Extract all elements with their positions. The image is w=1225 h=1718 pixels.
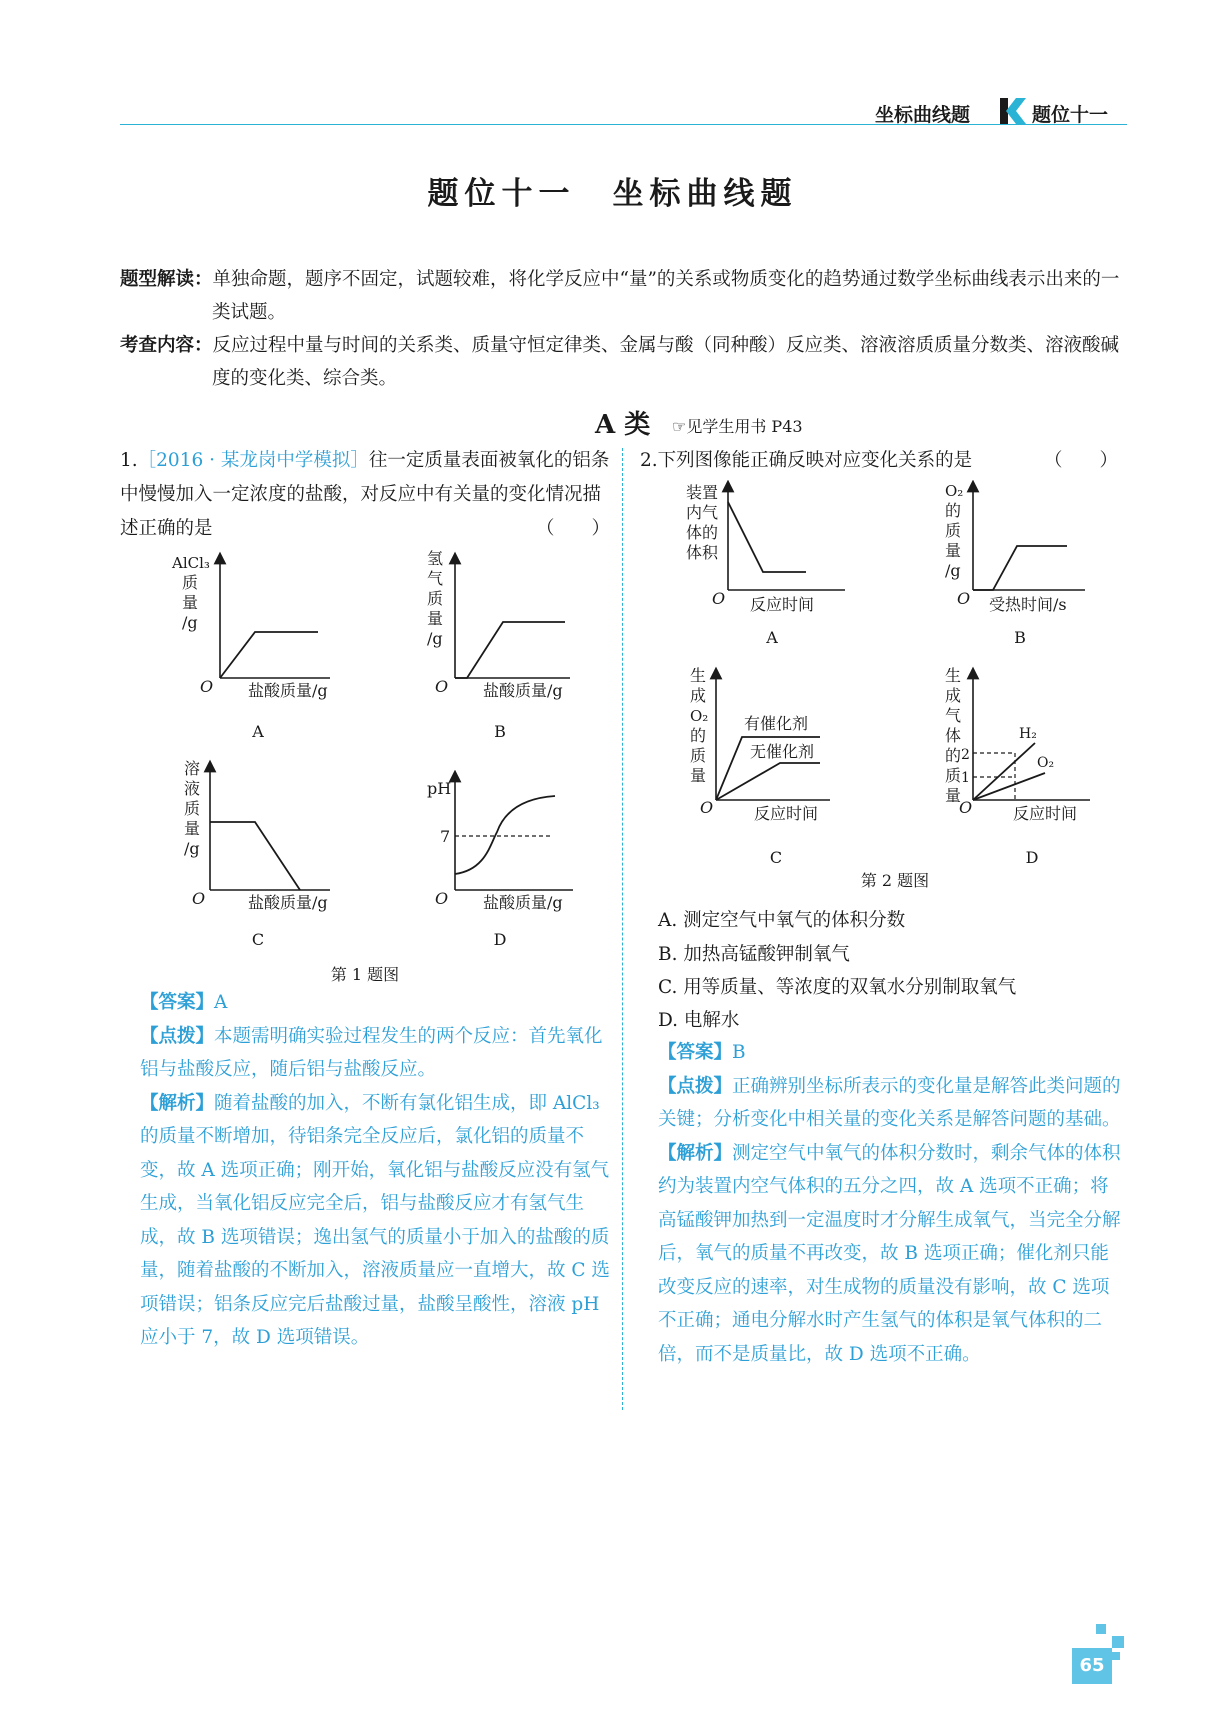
origin-label: O xyxy=(192,889,206,908)
y-label: 内气 xyxy=(686,503,719,522)
y-label: 成 xyxy=(945,686,962,705)
y-label: 质 xyxy=(945,521,962,540)
curve xyxy=(973,546,1067,590)
q2-graph-a xyxy=(680,480,855,620)
header-chevron-icon xyxy=(996,96,1030,126)
catalyst-label: 有催化剂 xyxy=(744,714,809,733)
y-label: 量 xyxy=(182,593,199,612)
q2-graph-d xyxy=(935,665,1105,835)
hint-text: 正确辨别坐标所表示的变化量是解答此类问题的关键；分析变化中相关量的变化关系是解答问题的基础。 xyxy=(658,1075,1121,1130)
origin-label: O xyxy=(957,589,971,608)
q2-graph-a-letter: A xyxy=(766,628,778,647)
y-label: 的 xyxy=(945,501,962,520)
y-label: 体积 xyxy=(686,543,719,562)
section-label: A 类 xyxy=(595,410,651,440)
q2-option-b: B. 加热高锰酸钾制氧气 xyxy=(658,944,850,965)
y-label: 氢 xyxy=(427,550,444,568)
x-label: 反应时间 xyxy=(750,595,815,614)
origin-label: O xyxy=(959,798,973,817)
y-label: 质 xyxy=(184,799,201,818)
y-label: 液 xyxy=(184,779,201,798)
q1-stem xyxy=(120,444,610,546)
hint-tag: 【点拨】 xyxy=(140,1025,215,1047)
header-right-label: 题位十一 xyxy=(1032,104,1109,126)
y-label: O₂ xyxy=(945,482,964,500)
section-ref xyxy=(672,414,803,437)
q2-answer xyxy=(658,1036,1126,1371)
y-label: 量 xyxy=(184,819,201,838)
curve xyxy=(210,822,300,890)
q2-graph-c-letter: C xyxy=(769,848,783,867)
y-label: 生 xyxy=(945,666,962,685)
q1-source: ［2016 · 某龙岗中学模拟］ xyxy=(137,450,369,471)
intro-type xyxy=(120,263,1130,329)
column-divider xyxy=(622,448,623,1410)
q1-number: 1. xyxy=(120,450,138,471)
q2-caption: 第 2 题图 xyxy=(860,871,930,890)
q2-option-c: C. 用等质量、等浓度的双氧水分别制取氧气 xyxy=(658,977,1017,998)
q2-option-d: D. 电解水 xyxy=(658,1010,740,1031)
y-label: 质 xyxy=(427,589,444,608)
q2-answer-paren: （ ） xyxy=(1043,450,1118,471)
y-label: 生 xyxy=(690,666,707,685)
o2-label: O₂ xyxy=(1037,755,1055,771)
x-label: 反应时间 xyxy=(754,804,819,823)
q1-graph-a xyxy=(170,550,370,700)
q2-option-a: A. 测定空气中氧气的体积分数 xyxy=(658,910,906,931)
q2-stem-text: 下列图像能正确反映对应变化关系的是 xyxy=(657,450,973,471)
intro-content-text: 反应过程中量与时间的关系类、质量守恒定律类、金属与酸（同种酸）反应类、溶液溶质质量分数类、溶液酸碱度的变化类、综合类。 xyxy=(212,335,1120,389)
x-label: 盐酸质量/g xyxy=(483,681,563,700)
q2-number: 2. xyxy=(640,450,658,471)
pointing-hand-icon: ☞ xyxy=(672,417,687,436)
analysis-tag: 【解析】 xyxy=(658,1142,733,1164)
y-label: /g xyxy=(184,839,200,858)
section-ref-text: 见学生用书 P43 xyxy=(686,417,803,436)
h2-label: H₂ xyxy=(1019,726,1037,742)
q1-graph-b xyxy=(415,550,615,700)
curve xyxy=(455,796,555,874)
analysis-text: 测定空气中氧气的体积分数时，剩余气体的体积约为装置内空气体积的五分之四，故 A 选项不正确；将高锰酸钾加热到一定温度时才分解生成氧气，当完全分解后，氧气的质量不再改变，故 B 选项正确；催化剂只能改变反应的速率，对生成物的质量没有影响，故 C 选项不正确；通电分解水时产生氢气的体积是氧气体积的二倍，而不是质量比，故 D 选项不正确。 xyxy=(658,1142,1121,1365)
y-label: O₂ xyxy=(690,707,709,725)
tick-label: 1 xyxy=(961,770,970,786)
q1-answer-paren: （ ） xyxy=(535,518,610,539)
decor-square xyxy=(1112,1652,1120,1660)
y-label: pH xyxy=(427,779,452,798)
analysis-tag: 【解析】 xyxy=(140,1092,215,1114)
y-label: 气 xyxy=(427,569,444,588)
x-label: 盐酸质量/g xyxy=(248,893,328,912)
q1-graph-d xyxy=(415,770,615,913)
q1-answer xyxy=(140,986,610,1355)
y-label: 溶 xyxy=(184,759,201,778)
intro-content-label: 考查内容： xyxy=(120,335,213,356)
y-label: 质 xyxy=(945,766,962,785)
y-label: 体的 xyxy=(686,523,719,542)
intro-type-label: 题型解读： xyxy=(120,269,213,290)
decor-square xyxy=(1096,1624,1106,1634)
intro-type-text: 单独命题，题序不固定，试题较难，将化学反应中“量”的关系或物质变化的趋势通过数学坐标曲线表示出来的一类试题。 xyxy=(212,269,1120,323)
origin-label: O xyxy=(712,589,726,608)
y-label: /g xyxy=(182,613,198,632)
y-label: 量 xyxy=(690,766,707,785)
y-label: 质 xyxy=(182,573,199,592)
q2-graph-c xyxy=(680,665,880,835)
q2-graph-b-letter: B xyxy=(1014,628,1026,647)
origin-label: O xyxy=(435,677,449,696)
y-label: 质 xyxy=(690,746,707,765)
y-label: 体 xyxy=(945,726,962,745)
y-label: 成 xyxy=(690,686,707,705)
header-left-label: 坐标曲线题 xyxy=(875,104,971,126)
intro-content xyxy=(120,329,1130,395)
x-label: 反应时间 xyxy=(1013,804,1078,823)
page-number: 65 xyxy=(1072,1648,1112,1684)
h2-line xyxy=(973,743,1035,800)
answer-value: B xyxy=(732,1042,746,1063)
y-label: /g xyxy=(427,629,443,648)
x-label: 盐酸质量/g xyxy=(483,893,563,912)
y-label: 量 xyxy=(427,609,444,628)
answer-tag: 【答案】 xyxy=(140,992,215,1013)
q1-graph-c-letter: C xyxy=(251,930,265,949)
no-catalyst-label: 无催化剂 xyxy=(750,742,815,761)
hint-text: 本题需明确实验过程发生的两个反应：首先氧化铝与盐酸反应，随后铝与盐酸反应。 xyxy=(140,1025,603,1080)
q1-graph-b-letter: B xyxy=(494,722,506,741)
curve xyxy=(220,632,318,678)
curve xyxy=(455,622,565,678)
y-label: 的 xyxy=(690,726,707,745)
y-label: 气 xyxy=(945,706,962,725)
x-label: 盐酸质量/g xyxy=(248,681,328,700)
q1-stem-text: 往一定质量表面被氧化的铝条中慢慢加入一定浓度的盐酸，对反应中有关量的变化情况描述正确的是 xyxy=(120,450,610,539)
origin-label: O xyxy=(435,889,449,908)
q1-graph-a-letter: A xyxy=(252,722,264,741)
q1-graph-d-letter: D xyxy=(493,930,507,949)
y-label: 量 xyxy=(945,786,962,805)
q2-graph-d-letter: D xyxy=(1025,848,1039,867)
curve xyxy=(728,502,806,572)
curve-no-catalyst xyxy=(716,763,820,800)
y-label: 量 xyxy=(945,541,962,560)
hint-tag: 【点拨】 xyxy=(658,1075,733,1097)
q1-graph-c xyxy=(170,758,370,913)
y-label: 装置 xyxy=(686,483,719,502)
header-rule xyxy=(120,124,1127,125)
tick-label: 7 xyxy=(440,827,451,846)
y-label: /g xyxy=(945,561,961,580)
q1-caption: 第 1 题图 xyxy=(330,965,400,984)
page-title: 题位十一 坐标曲线题 xyxy=(427,176,798,212)
tick-label: 2 xyxy=(961,747,970,763)
answer-tag: 【答案】 xyxy=(658,1042,733,1063)
decor-square xyxy=(1112,1636,1124,1648)
q2-graph-b xyxy=(935,480,1100,620)
answer-value: A xyxy=(214,992,228,1013)
y-label: 的 xyxy=(945,746,962,765)
y-label: AlCl₃ xyxy=(172,554,210,572)
x-label: 受热时间/s xyxy=(989,595,1067,614)
origin-label: O xyxy=(200,677,214,696)
origin-label: O xyxy=(700,798,714,817)
analysis-text: 随着盐酸的加入，不断有氯化铝生成，即 AlCl₃ 的质量不断增加，待铝条完全反应后，氯化铝的质量不变，故 A 选项正确；刚开始，氧化铝与盐酸反应没有氢气生成，当氧化铝反应完全后，铝与盐酸反应才有氢气生成，故 B 选项错误；逸出氢气的质量小于加入的盐酸的质量，随着盐酸的不断加入，溶液质量应一直增大，故 C 选项错误；铝条反应完后盐酸过量，盐酸呈酸性，溶液 pH 应小于 7，故 D 选项错误。 xyxy=(140,1092,610,1348)
q2-stem xyxy=(640,444,1118,478)
